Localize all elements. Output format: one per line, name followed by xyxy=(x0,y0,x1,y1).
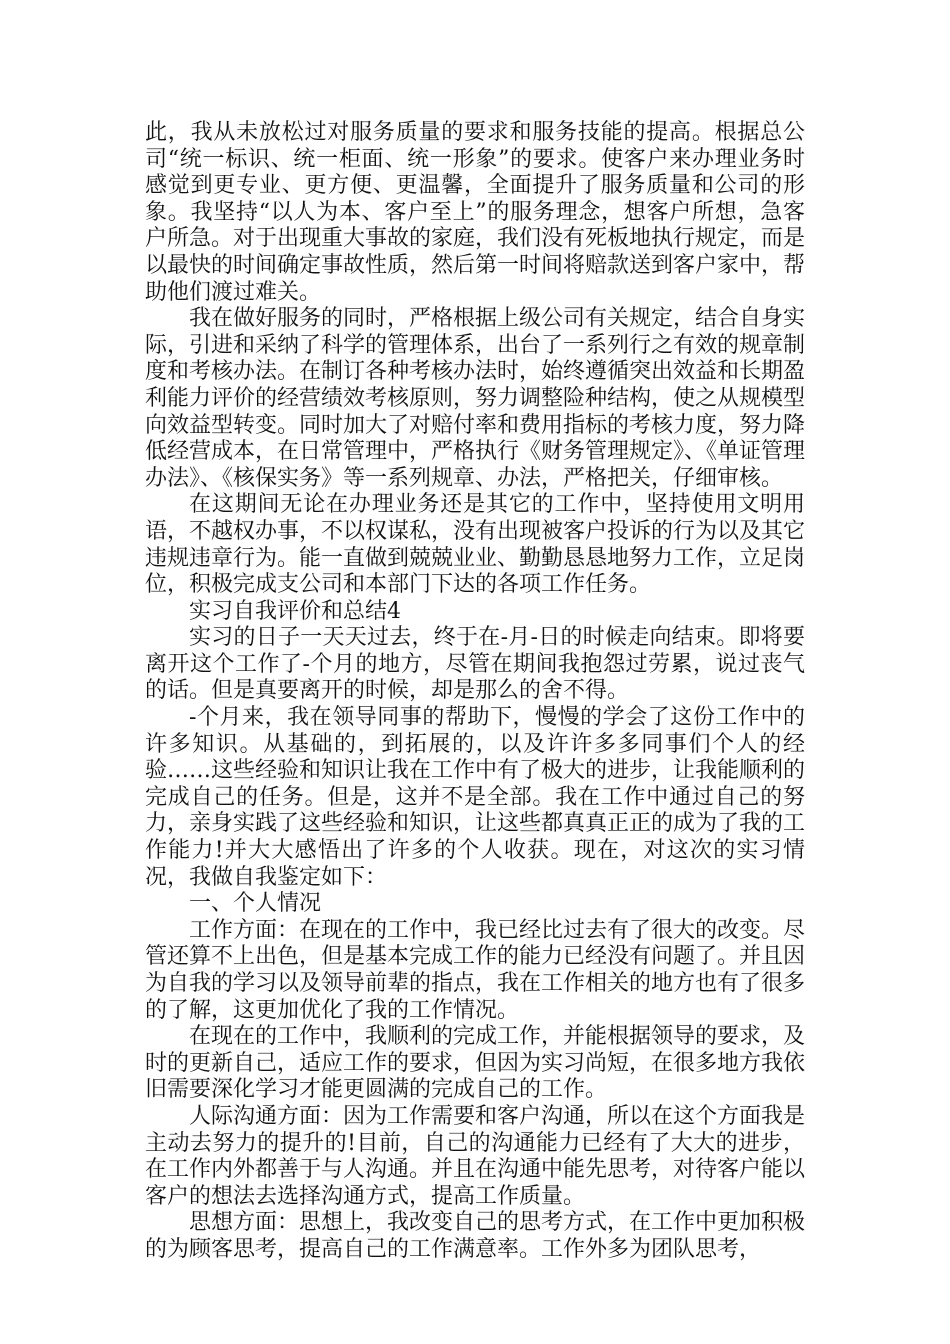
paragraph-work-aspect: 工作方面：在现在的工作中，我已经比过去有了很大的改变。尽管还算不上出色，但是基本完成工作的能力已经没有问题了。并且因为自我的学习以及领导前辈的指点，我在工作相关的地方也有了很多的了解，这更加优化了我的工作情况。 xyxy=(145,917,806,1023)
section-heading-personal: 一、个人情况 xyxy=(189,891,322,917)
document-body xyxy=(145,120,805,1264)
paragraph-current-work: 在现在的工作中，我顺利的完成工作，并能根据领导的要求，及时的更新自己，适应工作的要求，但因为实习尚短，在很多地方我依旧需要深化学习才能更圆满的完成自己的工作。 xyxy=(145,1024,806,1103)
section-heading-self-evaluation: 实习自我评价和总结4 xyxy=(189,598,401,624)
paragraph-learning: -个月来，我在领导同事的帮助下，慢慢的学会了这份工作中的许多知识。从基础的，到拓展的，以及许许多多同事们个人的经验……这些经验和知识让我在工作中有了极大的进步，让我能顺利的完成自己的任务。但是，这并不是全部。我在工作中通过自己的努力，亲身实践了这些经验和知识，让这些都真真正正的成为了我的工作能力!并大大感悟出了许多的个人收获。现在，对这次的实习情况，我做自我鉴定如下： xyxy=(145,705,806,890)
paragraph-conduct: 在这期间无论在办理业务还是其它的工作中，坚持使用文明用语，不越权办事，不以权谋私，没有出现被客户投诉的行为以及其它违规违章行为。能一直做到兢兢业业、勤勤恳恳地努力工作，立足岗位，积极完成支公司和本部门下达的各项工作任务。 xyxy=(145,492,806,598)
paragraph-communication: 人际沟通方面：因为工作需要和客户沟通，所以在这个方面我是主动去努力的提升的!目前，自己的沟通能力已经有了大大的进步，在工作内外都善于与人沟通。并且在沟通中能先思考，对待客户能以客户的想法去选择沟通方式，提高工作质量。 xyxy=(145,1103,806,1209)
paragraph-management-system: 我在做好服务的同时，严格根据上级公司有关规定，结合自身实际，引进和采纳了科学的管理体系，出台了一系列行之有效的规章制度和考核办法。在制订各种考核办法时，始终遵循突出效益和长期盈利能力评价的经营绩效考核原则，努力调整险种结构，使之从规模型向效益型转变。同时加大了对赔付率和费用指标的考核力度，努力降低经营成本，在日常管理中，严格执行《财务管理规定》、《单证管理办法》、《核保实务》等一系列规章、办法，严格把关，仔细审核。 xyxy=(145,306,806,491)
paragraph-service-quality: 此，我从未放松过对服务质量的要求和服务技能的提高。根据总公司“统一标识、统一柜面、统一形象”的要求。使客户来办理业务时感觉到更专业、更方便、更温馨，全面提升了服务质量和公司的形象。我坚持“以人为本、客户至上”的服务理念，想客户所想，急客户所急。对于出现重大事故的家庭，我们没有死板地执行规定，而是以最快的时间确定事故性质，然后第一时间将赔款送到客户家中，帮助他们渡过难关。 xyxy=(145,120,806,305)
paragraph-internship-end: 实习的日子一天天过去，终于在-月-日的时候走向结束。即将要离开这个工作了-个月的地方，尽管在期间我抱怨过劳累，说过丧气的话。但是真要离开的时候，却是那么的舍不得。 xyxy=(145,625,805,704)
paragraph-thinking: 思想方面：思想上，我改变自己的思考方式，在工作中更加积极的为顾客思考，提高自己的工作满意率。工作外多为团队思考， xyxy=(145,1210,806,1262)
